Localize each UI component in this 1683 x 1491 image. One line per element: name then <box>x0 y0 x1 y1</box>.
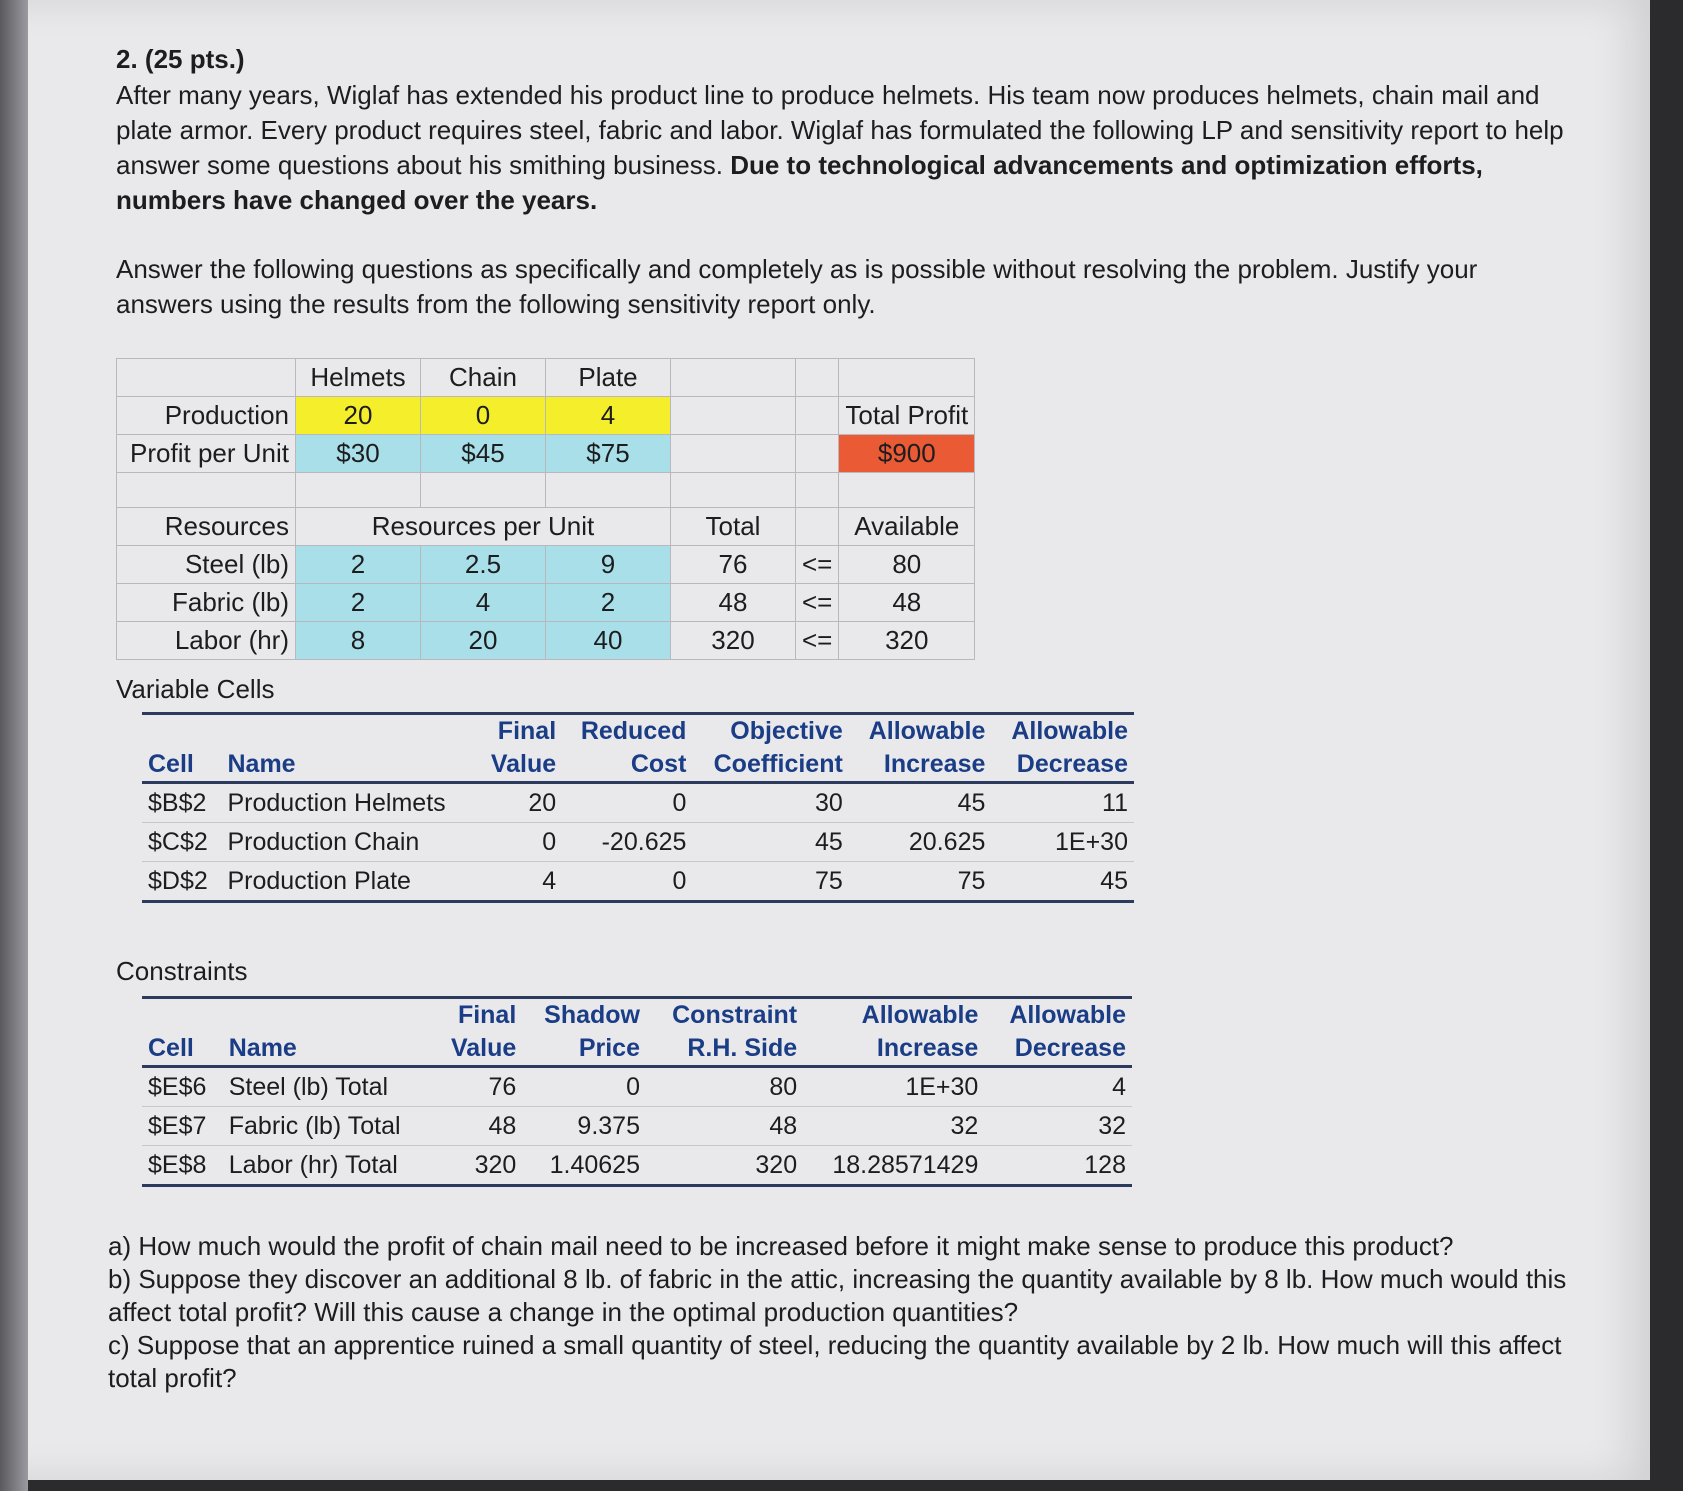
table-row: $C$2 Production Chain 0 -20.625 45 20.625 1E+30 <box>142 823 1134 862</box>
usage-chain: 2.5 <box>421 546 546 584</box>
table-row: $E$7 Fabric (lb) Total 48 9.375 48 32 32 <box>142 1107 1132 1146</box>
profit-row <box>117 435 975 473</box>
header-value: Value <box>434 1032 523 1067</box>
header-reduced: Reduced <box>562 714 692 749</box>
table-row: $B$2 Production Helmets 20 0 30 45 11 <box>142 783 1134 823</box>
production-helmets[interactable]: 20 <box>296 397 421 435</box>
header-cost: Cost <box>562 748 692 783</box>
header-name: Name <box>223 1032 434 1067</box>
usage-plate: 9 <box>546 546 671 584</box>
question-instructions: Answer the following questions as specifically and completely as is possible without resolving the problem. Justify your answers using the results from the following sensitivity report only. <box>116 254 1478 319</box>
profit-helmets: $30 <box>296 435 421 473</box>
header-allowable-inc: Allowable <box>849 714 992 749</box>
total-profit-label: Total Profit <box>839 397 975 435</box>
header-constraint: Constraint <box>646 998 803 1033</box>
resource-name: Fabric (lb) <box>117 584 296 622</box>
resources-per-unit-label: Resources per Unit <box>296 508 671 546</box>
header-allowable-dec: Allowable <box>984 998 1132 1033</box>
header-shadow: Shadow <box>522 998 646 1033</box>
constraint-sign: <= <box>796 584 839 622</box>
header-name: Name <box>222 748 477 783</box>
subquestion-a: a) How much would the profit of chain mail need to be increased before it might make sense to produce this product? <box>108 1231 1454 1261</box>
header-allowable-inc: Allowable <box>803 998 984 1033</box>
usage-helmets: 2 <box>296 584 421 622</box>
resource-total: 48 <box>671 584 796 622</box>
resource-name: Labor (hr) <box>117 622 296 660</box>
table-row: $E$6 Steel (lb) Total 76 0 80 1E+30 4 <box>142 1067 1132 1107</box>
subquestion-b: b) Suppose they discover an additional 8 lb. of fabric in the attic, increasing the quantity available by 8 lb. How much would this affect total profit? Will this cause a change in the optimal production quantities? <box>108 1264 1567 1327</box>
usage-helmets: 2 <box>296 546 421 584</box>
resource-total: 320 <box>671 622 796 660</box>
constraints-label: Constraints <box>116 956 248 986</box>
header-final: Final <box>434 998 523 1033</box>
header-objective: Objective <box>692 714 848 749</box>
question-intro <box>116 78 1576 218</box>
photo-edge <box>0 0 28 1491</box>
subquestion-c: c) Suppose that an apprentice ruined a small quantity of steel, reducing the quantity available by 2 lb. How much will this affect total profit? <box>108 1330 1562 1393</box>
header-cell: Cell <box>142 1032 223 1067</box>
intro-text: After many years, Wiglaf has extended his product line to produce helmets. His team now produces helmets, chain mail and plate armor. Every product requires steel, fabric and labor. Wiglaf has formulated the following LP and sensitivity report to help answer some questions about his smithing business. <box>116 80 1564 180</box>
header-value: Value <box>476 748 562 783</box>
header-decrease: Decrease <box>984 1032 1132 1067</box>
header-rhs: R.H. Side <box>646 1032 803 1067</box>
header-final: Final <box>476 714 562 749</box>
resources-header-row <box>117 508 975 546</box>
product-header-plate: Plate <box>546 359 671 397</box>
resource-row-labor <box>117 622 975 660</box>
available-label: Available <box>839 508 975 546</box>
total-label: Total <box>671 508 796 546</box>
product-header-helmets: Helmets <box>296 359 421 397</box>
production-plate[interactable]: 4 <box>546 397 671 435</box>
products-header-row <box>117 359 975 397</box>
resource-available: 48 <box>839 584 975 622</box>
resources-label: Resources <box>117 508 296 546</box>
usage-plate: 40 <box>546 622 671 660</box>
product-header-chain: Chain <box>421 359 546 397</box>
intro-bold-text: Due to technological advancements and optimization efforts, numbers have changed over the years. <box>116 150 1483 215</box>
header-allowable-dec: Allowable <box>991 714 1134 749</box>
header-coefficient: Coefficient <box>692 748 848 783</box>
production-label: Production <box>117 397 296 435</box>
resource-name: Steel (lb) <box>117 546 296 584</box>
variable-cells-label: Variable Cells <box>116 674 275 704</box>
question-heading: 2. (25 pts.) <box>116 44 245 74</box>
production-chain[interactable]: 0 <box>421 397 546 435</box>
profit-label: Profit per Unit <box>117 435 296 473</box>
production-row <box>117 397 975 435</box>
resource-row-steel <box>117 546 975 584</box>
header-increase: Increase <box>849 748 992 783</box>
usage-helmets: 8 <box>296 622 421 660</box>
constraints-table <box>142 996 1132 1187</box>
table-row: $E$8 Labor (hr) Total 320 1.40625 320 18.28571429 128 <box>142 1146 1132 1186</box>
resource-available: 320 <box>839 622 975 660</box>
profit-chain: $45 <box>421 435 546 473</box>
header-decrease: Decrease <box>991 748 1134 783</box>
constraint-sign: <= <box>796 546 839 584</box>
usage-chain: 4 <box>421 584 546 622</box>
subquestions <box>108 1230 1588 1395</box>
profit-plate: $75 <box>546 435 671 473</box>
resource-total: 76 <box>671 546 796 584</box>
usage-plate: 2 <box>546 584 671 622</box>
blank-row <box>117 473 975 508</box>
header-increase: Increase <box>803 1032 984 1067</box>
header-cell: Cell <box>142 748 222 783</box>
resource-available: 80 <box>839 546 975 584</box>
usage-chain: 20 <box>421 622 546 660</box>
constraint-sign: <= <box>796 622 839 660</box>
variable-cells-table <box>142 712 1134 903</box>
lp-model-grid <box>116 358 975 660</box>
header-price: Price <box>522 1032 646 1067</box>
table-row: $D$2 Production Plate 4 0 75 75 45 <box>142 862 1134 902</box>
resource-row-fabric <box>117 584 975 622</box>
total-profit-value: $900 <box>839 435 975 473</box>
